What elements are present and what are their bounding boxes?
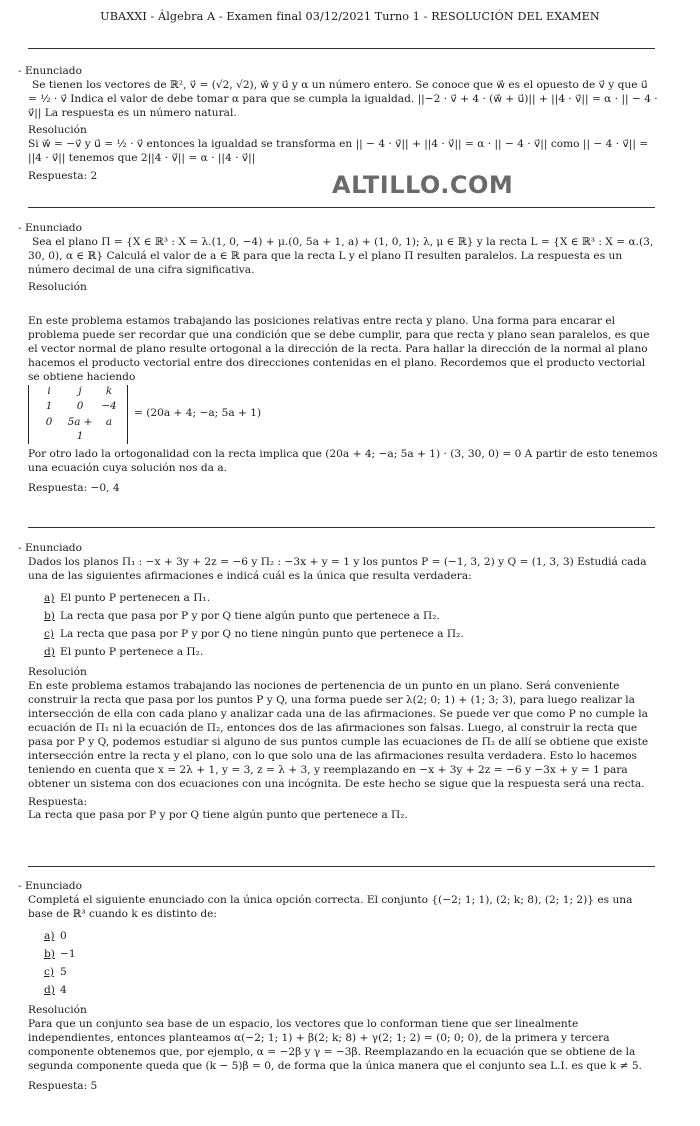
option-letter: a)	[44, 591, 55, 604]
question-statement: Dados los planos Π₁ : −x + 3y + 2z = −6 y Π₂ : −3x + y = 1 y los puntos P = (−1, 3, 2) y Q = (1, 3, 3) Estudiá cada una de las siguientes afirmaciones e indicá cuál es la única que resulta verdadera:	[28, 555, 647, 582]
option-text: La recta que pasa por P y por Q no tiene ningún punto que pertenece a Π₂.	[60, 627, 464, 640]
question-1	[18, 65, 658, 184]
option-letter: c)	[44, 627, 55, 640]
matrix-cell: k	[105, 384, 113, 397]
option-b	[44, 610, 658, 624]
matrix-cell: j	[78, 384, 82, 397]
option-text: El punto P pertenecen a Π₁.	[60, 591, 211, 604]
matrix-cell: 0	[76, 400, 84, 413]
option-letter: b)	[44, 947, 55, 960]
option-letter: d)	[44, 983, 55, 996]
option-letter: b)	[44, 609, 55, 622]
divider	[28, 527, 655, 528]
matrix-result: = (20a + 4; −a; 5a + 1)	[134, 407, 262, 420]
resolution-title: Resolución	[28, 1003, 87, 1016]
answer: Respuesta: −0, 4	[28, 481, 120, 494]
option-text: −1	[60, 947, 76, 960]
resolution-text: Si w⃗ = −v⃗ y u⃗ = ½ · v⃗ entonces la igualdad se transforma en || − 4 · v⃗|| + ||4 · v⃗|| = α · || − 4 · v⃗|| como || − 4 · v⃗|| = ||4 · v⃗|| tenemos que 2||4 · v⃗|| = α · ||4 · v⃗||	[28, 137, 649, 164]
question-label: - Enunciado	[18, 880, 82, 892]
divider	[28, 866, 655, 867]
question-4	[18, 880, 658, 1094]
option-text: 4	[60, 983, 67, 996]
resolution-text: En este problema estamos trabajando las posiciones relativas entre recta y plano. Una forma para encarar el problema puede ser recordar que una condición que se debe cumplir, para que recta y plano sean paralelos, es que el vector normal de plano resulte ortogonal a la dirección de la recta. Para hallar la dirección de la normal al plano hacemos el producto vectorial entre dos direcciones contenidas en el plano. Recordemos que el producto vectorial se obtiene haciendo	[28, 314, 650, 383]
page-header: UBAXXI - Álgebra A - Examen final 03/12/2021 Turno 1 - RESOLUCIÓN DEL EXAMEN	[100, 10, 600, 23]
option-text: La recta que pasa por P y por Q tiene algún punto que pertenece a Π₂.	[60, 609, 440, 622]
option-a	[44, 930, 658, 944]
options-list	[44, 930, 658, 998]
option-d	[44, 984, 658, 998]
matrix-cell: 0	[45, 416, 53, 429]
resolution-title: Resolución	[28, 280, 87, 293]
option-c	[44, 966, 658, 980]
divider	[28, 48, 655, 49]
option-text: El punto P pertenece a Π₂.	[60, 645, 204, 658]
answer: Respuesta: 5	[28, 1079, 98, 1092]
question-statement: Completá el siguiente enunciado con la única opción correcta. El conjunto {(−2; 1; 1), (2; k; 8), (2; 1; 2)} es una base de ℝ³ cuando k es distinto de:	[28, 893, 633, 920]
determinant-matrix	[28, 385, 128, 444]
question-statement: Sea el plano Π = {X ∈ ℝ³ : X = λ.(1, 0, −4) + μ.(0, 5a + 1, a) + (1, 0, 1); λ, μ ∈ ℝ} y la recta L = {X ∈ ℝ³ : X = α.(3, 30, 0), α ∈ ℝ} Calculá el valor de a ∈ ℝ para que la recta L y el plano Π resulten paralelos. La respuesta es un número decimal de una cifra significativa.	[28, 235, 654, 276]
option-letter: c)	[44, 965, 55, 978]
matrix-cell: i	[47, 384, 51, 397]
answer: Respuesta: 2	[28, 169, 98, 182]
options-list	[44, 592, 658, 660]
option-text: 5	[60, 965, 67, 978]
question-label: - Enunciado	[18, 542, 82, 554]
divider	[28, 207, 655, 208]
resolution-text: Para que un conjunto sea base de un espacio, los vectores que lo conforman tiene que ser linealmente independientes, entonces planteamos α(−2; 1; 1) + β(2; k; 8) + γ(2; 1; 2) = (0; 0; 0), de la primera y tercera componente obtenemos que, por ejemplo, α = −2β y γ = −3β. Reemplazando en la ecuación que se obtiene de la segunda componente queda que (k − 5)β = 0, de forma que la única manera que el conjunto sea L.I. es que k ≠ 5.	[28, 1017, 642, 1072]
question-3	[18, 542, 658, 823]
question-label: - Enunciado	[18, 65, 82, 77]
cross-product-determinant	[28, 385, 658, 444]
resolution-title: Resolución	[28, 123, 87, 136]
watermark-logo: ALTILLO.COM	[332, 171, 514, 199]
option-a	[44, 592, 658, 606]
option-letter: a)	[44, 929, 55, 942]
question-2	[18, 222, 658, 496]
matrix-cell: 1	[45, 400, 53, 413]
matrix-cell: −4	[101, 400, 117, 413]
answer: La recta que pasa por P y por Q tiene algún punto que pertenece a Π₂.	[28, 809, 408, 822]
resolution-title: Resolución	[28, 665, 87, 678]
option-c	[44, 628, 658, 642]
question-label: - Enunciado	[18, 222, 82, 234]
option-d	[44, 646, 658, 660]
resolution-text: En este problema estamos trabajando las nociones de pertenencia de un punto en un plano. Será conveniente construir la recta que pasa por los puntos P y Q, una forma puede ser λ(2; 0; 1) + (1; 3; 3), para luego realizar la intersección de ella con cada plano y analizar cada una de las afirmaciones. Se puede ver que como P no cumple la ecuación de Π₁ ni la ecuación de Π₂, entonces dos de las afirmaciones son falsas. Luego, al construir la recta que pasa por P y Q, podemos estudiar si alguno de sus puntos cumple las ecuaciones de Π₂ de allí se obtiene que existe intersección entre la recta y el plano, con lo que solo una de las afirmaciones resulta verdadera. Esto lo hacemos teniendo en cuenta que x = 2λ + 1, y = 3, z = λ + 3, y reemplazando en −x + 3y + 2z = −6 y −3x + y = 1 para obtener un sistema con dos ecuaciones con una incógnita. De este hecho se sigue que la respuesta será una recta.	[28, 679, 649, 790]
answer-label: Respuesta:	[28, 795, 88, 808]
matrix-cell: a	[105, 416, 113, 429]
option-text: 0	[60, 929, 67, 942]
option-letter: d)	[44, 645, 55, 658]
question-statement: Se tienen los vectores de ℝ², v⃗ = (√2, √2), w⃗ y u⃗ y α un número entero. Se conoce que w⃗ es el opuesto de v⃗ y que u⃗ = ½ · v⃗ Indica el valor de debe tomar α para que se cumpla la igualdad. ||−2 · v⃗ + 4 · (w⃗ + u⃗)|| + ||4 · v⃗|| = α · || − 4 · v⃗|| La respuesta es un número natural.	[28, 78, 658, 119]
matrix-cell: 5a + 1	[67, 416, 93, 442]
option-b	[44, 948, 658, 962]
resolution-text: Por otro lado la ortogonalidad con la recta implica que (20a + 4; −a; 5a + 1) · (3, 30, 0) = 0 A partir de esto tenemos una ecuación cuya solución nos da a.	[28, 447, 658, 474]
